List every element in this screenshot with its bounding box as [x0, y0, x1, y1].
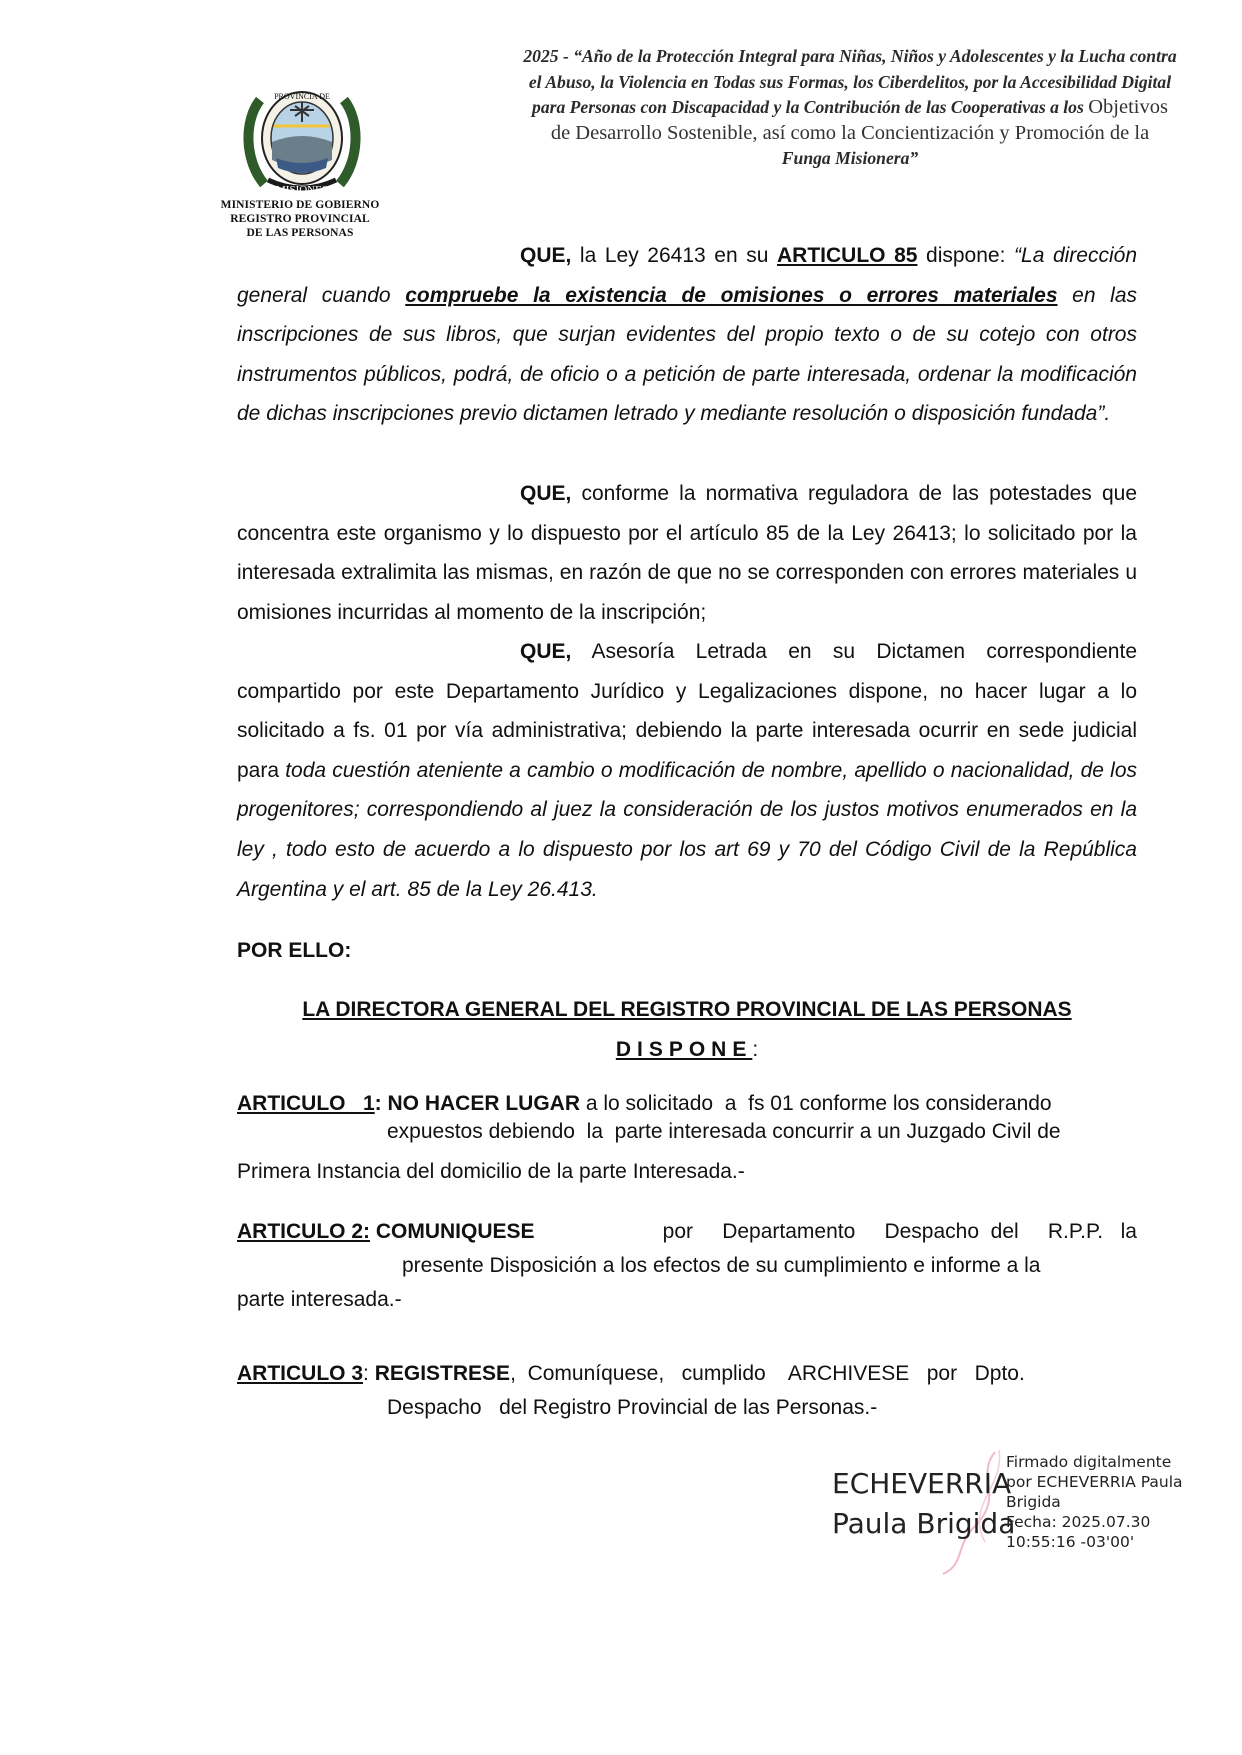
article-line — [237, 1357, 1137, 1391]
paragraph-text: conforme la normativa reguladora de las potestades que concentra este organismo y lo dispuesto por el artículo 85 de la Ley 26413; lo solicitado por la interesada extralimita las mismas, en razón de que no se corresponden con errores materiales u omisiones incurridas al momento de la inscripción; — [237, 482, 1137, 624]
article-label: ARTICULO 2: — [237, 1220, 370, 1243]
signature-detail-line: Firmado digitalmente — [1006, 1453, 1172, 1471]
article-text: a lo solicitado a fs 01 conforme los considerando — [580, 1092, 1052, 1115]
motto-line: Funga Misionera” — [781, 148, 919, 168]
article-1 — [237, 1087, 1157, 1189]
paragraph-text: dispone: — [917, 244, 1015, 267]
article-action: COMUNIQUESE — [375, 1220, 535, 1243]
que-keyword: QUE, — [520, 640, 572, 663]
article-line: expuestos debiendo la parte interesada concurrir a un Juzgado Civil de — [387, 1120, 1061, 1143]
motto-line: 2025 - “Año de la Protección Integral para Niñas, Niños y Adolescentes y la Lucha contra — [523, 46, 1177, 66]
article-line: Primera Instancia del domicilio de la parte Interesada.- — [237, 1160, 745, 1183]
signature-detail-line: por ECHEVERRIA Paula — [1006, 1473, 1183, 1491]
article-action: REGISTRESE — [374, 1362, 511, 1385]
motto-line: de Desarrollo Sostenible, así como la Concientización y Promoción de la — [550, 121, 1150, 144]
article-head — [237, 1215, 535, 1249]
article-action: NO HACER LUGAR — [387, 1092, 581, 1115]
paragraph-italic: toda cuestión ateniente a cambio o modificación de nombre, apellido o nacionalidad, de los progenitores; correspondiendo al juez la consideración de los justos motivos enumerados en la ley , todo esto de acuerdo a lo dispuesto por los art 69 y 70 del Código Civil de la República Argentina y el art. 85 de la Ley 26.413. — [237, 758, 1137, 901]
svg-text:PROVINCIA DE: PROVINCIA DE — [274, 92, 330, 101]
provincial-seal-logo — [240, 80, 364, 198]
article-line: presente Disposición a los efectos de su cumplimiento e informe a la — [402, 1254, 1041, 1277]
signature-name — [832, 1464, 1015, 1544]
considerando-paragraph-1 — [237, 236, 1137, 434]
article-line: parte interesada.- — [237, 1288, 402, 1311]
article-colon: : — [374, 1092, 382, 1115]
dispone-heading — [237, 1038, 1137, 1062]
signature-details — [1006, 1452, 1206, 1552]
considerando-paragraph-2 — [237, 474, 1137, 632]
signature-detail-line: 10:55:16 -03'00' — [1006, 1533, 1135, 1551]
paragraph-text: Asesoría Letrada en su Dictamen correspondiente compartido por este Departamento Jurídico y Legalizaciones dispone, no hacer lugar a lo solicitado a fs. 01 por vía administrativa; debiendo la parte interesada ocurrir en sede judicial para — [237, 640, 1137, 782]
signature-name-line: Paula Brigida — [832, 1507, 1016, 1540]
article-text: por Departamento Despacho del R.P.P. la — [662, 1220, 1137, 1243]
article-label: ARTICULO 1 — [237, 1092, 375, 1115]
que-keyword: QUE, — [520, 244, 572, 267]
motto-text: para Personas con Discapacidad y la Contribución de las Cooperativas a los — [532, 97, 1084, 117]
article-2 — [237, 1215, 1137, 1317]
que-keyword: QUE, — [520, 482, 572, 505]
quote-text: “La dirección general cuando — [237, 244, 1137, 307]
paragraph-text: la Ley 26413 en su — [571, 244, 777, 267]
quote-text: en las inscripciones de sus libros, que surjan evidentes del propio texto o de su cotejo con otros instrumentos públicos, podrá, de oficio o a petición de parte interesada, ordenar la modificación de dichas inscripciones previo dictamen letrado y mediante resolución o disposición fundada”. — [237, 283, 1138, 426]
signature-detail-line: Fecha: 2025.07.30 — [1006, 1513, 1151, 1531]
ministry-line: REGISTRO PROVINCIAL — [230, 213, 370, 225]
article-line — [237, 1215, 1137, 1249]
article-reference: ARTICULO 85 — [777, 244, 918, 267]
article-text: , Comuníquese, cumplido ARCHIVESE por Dpto. — [510, 1362, 1025, 1385]
por-ello-heading: POR ELLO: — [237, 939, 352, 962]
dispone-colon: : — [752, 1038, 759, 1061]
signature-detail-line: Brigida — [1006, 1493, 1061, 1511]
director-title: LA DIRECTORA GENERAL DEL REGISTRO PROVINCIAL DE LAS PERSONAS — [302, 998, 1072, 1021]
article-label: ARTICULO 3 — [237, 1362, 363, 1385]
dispone-word: DISPONE — [615, 1038, 753, 1061]
article-3 — [237, 1357, 1137, 1425]
year-motto — [490, 44, 1210, 172]
motto-text: Objetivos — [1088, 96, 1168, 118]
ministry-line: MINISTERIO DE GOBIERNO — [220, 199, 380, 211]
article-line: Despacho del Registro Provincial de las Personas.- — [387, 1396, 878, 1419]
ministry-header — [205, 198, 395, 240]
ministry-line: DE LAS PERSONAS — [246, 227, 354, 239]
motto-line: el Abuso, la Violencia en Todas sus Formas, los Ciberdelitos, por la Accesibilidad Digital — [528, 71, 1172, 92]
considerando-paragraph-3 — [237, 632, 1137, 909]
motto-line — [490, 95, 1210, 121]
signature-name-line: ECHEVERRIA — [832, 1467, 1012, 1500]
quote-emphasis: compruebe la existencia de omisiones o errores materiales — [405, 283, 1058, 307]
article-colon: : — [363, 1362, 369, 1385]
svg-text:MISIONES: MISIONES — [276, 184, 328, 196]
